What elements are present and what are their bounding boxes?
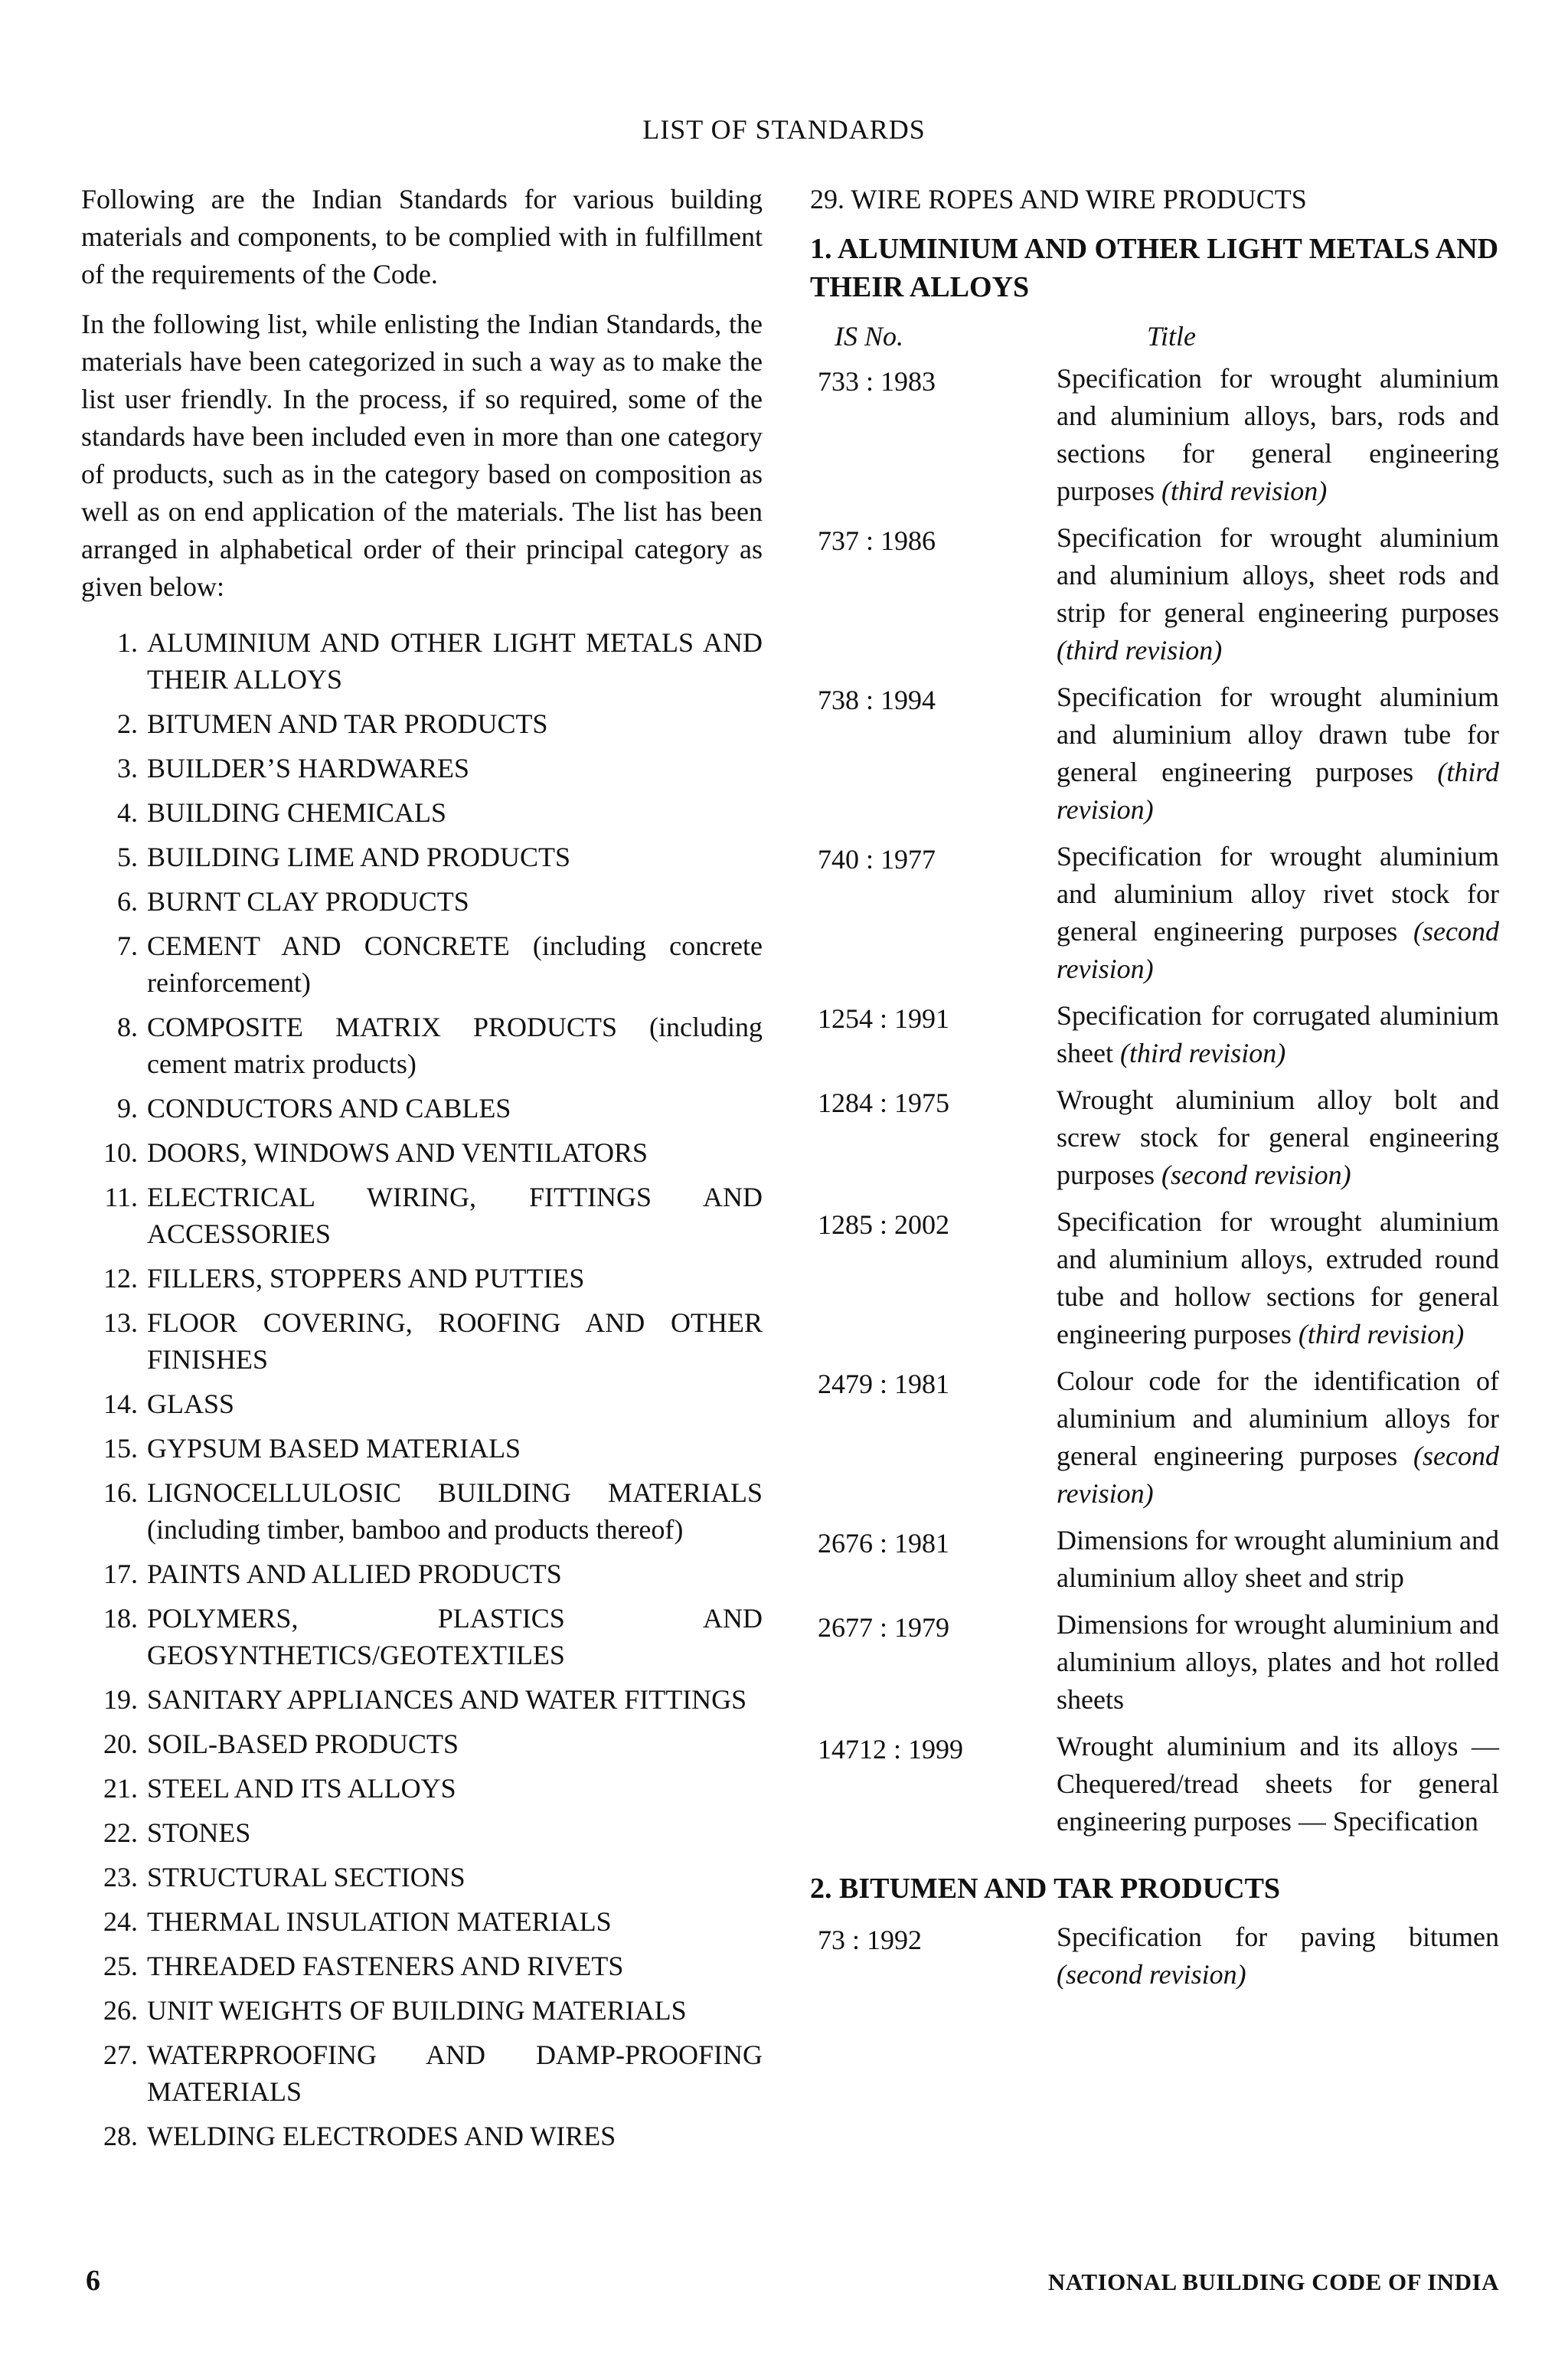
is-number: 1285 : 2002 [818, 1209, 950, 1240]
category-number: 28. [103, 2121, 138, 2151]
standard-title [1057, 1606, 1499, 1719]
standard-title [1057, 838, 1499, 988]
is-number: 733 : 1983 [818, 366, 936, 397]
category-number: 24. [103, 1906, 138, 1937]
category-item [81, 1948, 763, 1984]
standard-title-text: Specification for wrought aluminium and aluminium alloys, sheet rods and strip for general engineering purposes [1057, 522, 1499, 628]
standard-title-text: Specification for wrought aluminium and aluminium alloys, extruded round tube and hollow sections for general engineering purposes [1057, 1206, 1499, 1349]
standard-title [1057, 1203, 1499, 1353]
category-item [81, 794, 763, 831]
column-header-is-no: IS No. [835, 321, 903, 352]
revision-note: (third revision) [1057, 757, 1500, 825]
category-item [81, 1090, 763, 1127]
standard-row [810, 1203, 1499, 1353]
category-label: STONES [147, 1817, 251, 1848]
category-label: BURNT CLAY PRODUCTS [147, 886, 469, 917]
category-label: CEMENT AND CONCRETE (including concrete reinforcement) [147, 931, 763, 998]
is-number: 1284 : 1975 [818, 1088, 950, 1118]
standard-title [1057, 360, 1499, 510]
category-item [81, 705, 763, 742]
is-number: 14712 : 1999 [818, 1734, 964, 1765]
left-column [81, 181, 763, 2162]
category-label: STEEL AND ITS ALLOYS [147, 1773, 456, 1804]
category-number: 13. [103, 1307, 138, 1338]
page-title: LIST OF STANDARDS [642, 114, 926, 145]
category-item [81, 2118, 763, 2154]
category-number: 20. [103, 1729, 138, 1759]
category-number: 21. [103, 1773, 138, 1804]
standard-title-text: Specification for corrugated aluminium sheet [1057, 1000, 1499, 1068]
standard-row [810, 1362, 1499, 1513]
revision-note: (third revision) [1298, 1319, 1465, 1349]
category-number: 17. [103, 1559, 138, 1589]
aluminium-standards-table [810, 360, 1499, 1840]
category-number: 10. [103, 1137, 138, 1168]
category-number: 3. [117, 753, 138, 783]
standard-row [810, 1522, 1499, 1597]
revision-note: (second revision) [1161, 1160, 1351, 1190]
category-number: 26. [103, 1995, 138, 2026]
category-label: UNIT WEIGHTS OF BUILDING MATERIALS [147, 1995, 687, 2026]
category-label: BUILDING LIME AND PRODUCTS [147, 842, 571, 872]
standard-row [810, 360, 1499, 510]
category-item [81, 1304, 763, 1378]
category-item [81, 1179, 763, 1252]
category-item [81, 1992, 763, 2029]
category-label: FILLERS, STOPPERS AND PUTTIES [147, 1263, 585, 1294]
is-number: 1254 : 1991 [818, 1003, 950, 1034]
category-label: GLASS [147, 1389, 235, 1419]
revision-note: (second revision) [1057, 916, 1500, 984]
bitumen-standards-table [810, 1918, 1499, 1994]
standard-title-text: Specification for wrought aluminium and aluminium alloy rivet stock for general engineering purposes [1057, 841, 1499, 947]
section-heading-bitumen: 2. BITUMEN AND TAR PRODUCTS [810, 1873, 1281, 1905]
category-29: 29. WIRE ROPES AND WIRE PRODUCTS [810, 184, 1307, 214]
category-list [81, 624, 763, 2154]
standard-row [810, 1081, 1499, 1194]
category-label: SANITARY APPLIANCES AND WATER FITTINGS [147, 1684, 747, 1715]
category-label: WELDING ELECTRODES AND WIRES [147, 2121, 616, 2151]
category-item [81, 1134, 763, 1171]
category-number: 2. [117, 708, 138, 739]
standard-title-text: Dimensions for wrought aluminium and aluminium alloys, plates and hot rolled sheets [1057, 1609, 1499, 1715]
is-number: 2479 : 1981 [818, 1369, 950, 1399]
category-label: DOORS, WINDOWS AND VENTILATORS [147, 1137, 648, 1168]
standard-row [810, 1606, 1499, 1719]
category-label: THERMAL INSULATION MATERIALS [147, 1906, 612, 1937]
category-number: 12. [103, 1263, 138, 1294]
footer-publication: NATIONAL BUILDING CODE OF INDIA [1047, 2268, 1499, 2295]
category-item [81, 624, 763, 698]
category-number: 15. [103, 1433, 138, 1464]
category-item [81, 1770, 763, 1807]
category-label: COMPOSITE MATRIX PRODUCTS (including cement matrix products) [147, 1012, 763, 1079]
category-number: 16. [103, 1477, 138, 1508]
category-item [81, 1385, 763, 1422]
category-item [81, 839, 763, 875]
standard-title [1057, 997, 1499, 1072]
category-label: BITUMEN AND TAR PRODUCTS [147, 708, 548, 739]
category-label: ELECTRICAL WIRING, FITTINGS AND ACCESSORIES [147, 1182, 763, 1249]
standard-row [810, 679, 1499, 829]
revision-note: (second revision) [1057, 1959, 1246, 1990]
list-explanation-paragraph: In the following list, while enlisting the Indian Standards, the materials have been categorized in such a way as to make the list user friendly. In the process, if so required, some of the standards have been included even in more than one category of products, such as in the category based on composition as well as on end application of the materials. The list has been arranged in alphabetical order of their principal category as given below: [81, 309, 763, 602]
standard-row [810, 997, 1499, 1072]
category-label: STRUCTURAL SECTIONS [147, 1862, 466, 1892]
category-item [81, 1859, 763, 1896]
category-label: FLOOR COVERING, ROOFING AND OTHER FINISHES [147, 1307, 763, 1375]
category-label: ALUMINIUM AND OTHER LIGHT METALS AND THEIR ALLOYS [147, 627, 763, 695]
standard-title [1057, 1081, 1499, 1194]
category-item [81, 750, 763, 787]
category-item [81, 1725, 763, 1762]
category-item [81, 1009, 763, 1082]
standard-title [1057, 1522, 1499, 1597]
table-header [810, 317, 1499, 355]
revision-note: (third revision) [1057, 635, 1223, 666]
category-item [81, 1555, 763, 1592]
category-item [81, 1903, 763, 1940]
category-item [81, 1814, 763, 1851]
category-number: 18. [103, 1603, 138, 1634]
category-label: BUILDING CHEMICALS [147, 797, 446, 828]
is-number: 740 : 1977 [818, 844, 936, 875]
category-item [81, 1260, 763, 1297]
category-label: CONDUCTORS AND CABLES [147, 1093, 511, 1124]
category-number: 7. [117, 931, 138, 961]
category-number: 27. [103, 2039, 138, 2070]
standard-title-text: Colour code for the identification of aluminium and aluminium alloys for general engineering purposes [1057, 1366, 1499, 1471]
standard-title [1057, 679, 1499, 829]
standard-title [1057, 519, 1499, 669]
category-number: 25. [103, 1951, 138, 1981]
category-item [81, 883, 763, 920]
category-label: THREADED FASTENERS AND RIVETS [147, 1951, 624, 1981]
category-item [81, 927, 763, 1001]
category-number: 6. [117, 886, 138, 917]
standard-title-text: Specification for wrought aluminium and aluminium alloy drawn tube for general engineering purposes [1057, 682, 1499, 787]
category-number: 1. [117, 627, 138, 658]
revision-note: (third revision) [1161, 476, 1328, 506]
category-item [81, 2036, 763, 2110]
is-number: 73 : 1992 [818, 1925, 923, 1955]
category-item [81, 1430, 763, 1467]
intro-paragraph: Following are the Indian Standards for various building materials and components, to be complied with in fulfillment of the requirements of the Code. [81, 184, 763, 289]
category-label: WATERPROOFING AND DAMP-PROOFING MATERIALS [147, 2039, 763, 2107]
page-number: 6 [86, 2265, 100, 2297]
category-label: BUILDER’S HARDWARES [147, 753, 470, 783]
category-number: 23. [103, 1862, 138, 1892]
category-label: GYPSUM BASED MATERIALS [147, 1433, 521, 1464]
category-number: 19. [103, 1684, 138, 1715]
standard-row [810, 519, 1499, 669]
standard-title-text: Specification for paving bitumen [1057, 1922, 1499, 1952]
standard-title [1057, 1918, 1499, 1994]
category-item [81, 1600, 763, 1673]
is-number: 2677 : 1979 [818, 1612, 950, 1643]
category-label: POLYMERS, PLASTICS AND GEOSYNTHETICS/GEOTEXTILES [147, 1603, 763, 1670]
category-number: 5. [117, 842, 138, 872]
standard-title-text: Wrought aluminium alloy bolt and screw stock for general engineering purposes [1057, 1084, 1499, 1190]
section-heading-aluminium: 1. ALUMINIUM AND OTHER LIGHT METALS AND THEIR ALLOYS [810, 233, 1499, 303]
category-item [81, 1681, 763, 1718]
category-number: 9. [117, 1093, 138, 1124]
standard-title-text: Specification for wrought aluminium and aluminium alloys, bars, rods and sections for general engineering purposes [1057, 363, 1499, 506]
category-number: 11. [104, 1182, 138, 1212]
standard-row [810, 838, 1499, 988]
right-column [810, 181, 1499, 2003]
standard-row [810, 1918, 1499, 1994]
category-number: 4. [117, 797, 138, 828]
category-label: LIGNOCELLULOSIC BUILDING MATERIALS (including timber, bamboo and products thereof) [147, 1477, 763, 1545]
standard-title [1057, 1362, 1499, 1513]
category-number: 8. [117, 1012, 138, 1042]
is-number: 738 : 1994 [818, 685, 936, 715]
revision-note: (third revision) [1119, 1038, 1286, 1068]
standard-title-text: Wrought aluminium and its alloys — Chequered/tread sheets for general engineering purposes — Specification [1057, 1731, 1499, 1837]
category-label: SOIL-BASED PRODUCTS [147, 1729, 459, 1759]
category-label: PAINTS AND ALLIED PRODUCTS [147, 1559, 562, 1589]
column-header-title: Title [1147, 321, 1197, 352]
category-number: 22. [103, 1817, 138, 1848]
standard-row [810, 1728, 1499, 1840]
is-number: 737 : 1986 [818, 525, 936, 556]
category-number: 14. [103, 1389, 138, 1419]
standard-title [1057, 1728, 1499, 1840]
category-item [81, 1474, 763, 1548]
standard-title-text: Dimensions for wrought aluminium and aluminium alloy sheet and strip [1057, 1525, 1499, 1593]
is-number: 2676 : 1981 [818, 1528, 950, 1559]
revision-note: (second revision) [1057, 1441, 1500, 1509]
